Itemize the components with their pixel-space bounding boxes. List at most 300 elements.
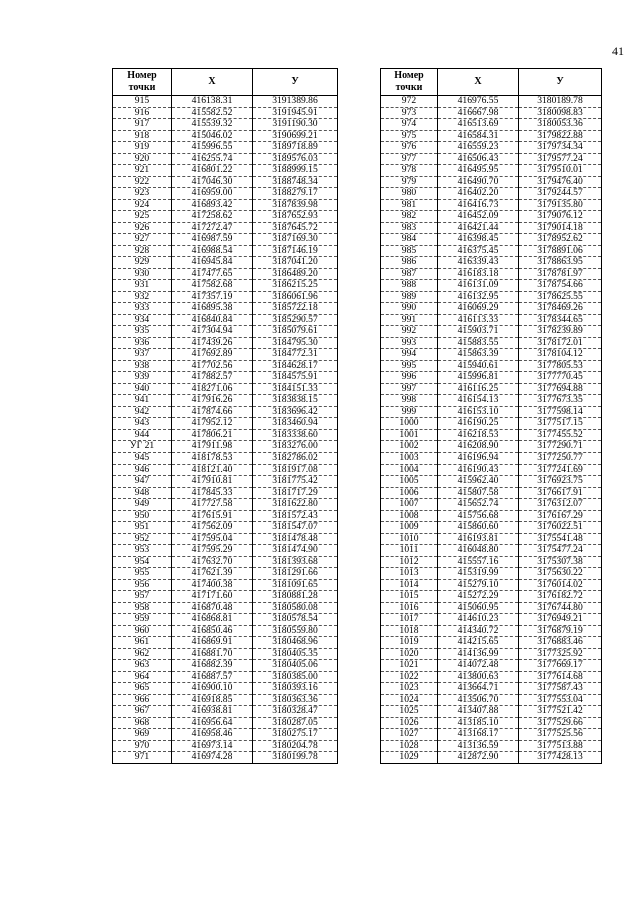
cell-y: 3182786.02: [253, 452, 338, 464]
cell-point-number: 999: [381, 406, 438, 418]
cell-y: 3180328.47: [253, 706, 338, 718]
cell-y: 3178754.66: [519, 280, 602, 292]
cell-x: 416667.98: [438, 107, 519, 119]
cell-point-number: 987: [381, 268, 438, 280]
cell-x: 417046.30: [172, 176, 253, 188]
cell-point-number: 977: [381, 153, 438, 165]
table-row: [381, 522, 602, 534]
table-row: [381, 452, 602, 464]
cell-y: 3180578.54: [253, 614, 338, 626]
cell-point-number: 933: [113, 303, 172, 315]
cell-point-number: 940: [113, 383, 172, 395]
cell-y: 3177614.68: [519, 671, 602, 683]
table-row: [381, 602, 602, 614]
cell-y: 3179510.01: [519, 165, 602, 177]
table-row: [113, 671, 338, 683]
table-row: [113, 130, 338, 142]
cell-point-number: 931: [113, 280, 172, 292]
table-header-row: [381, 69, 602, 96]
cell-x: 416339.43: [438, 257, 519, 269]
cell-point-number: 1003: [381, 452, 438, 464]
cell-x: 416513.69: [438, 119, 519, 131]
cell-y: 3180405.35: [253, 648, 338, 660]
cell-point-number: 938: [113, 360, 172, 372]
cell-point-number: 949: [113, 499, 172, 511]
cell-point-number: 990: [381, 303, 438, 315]
cell-x: 416959.00: [172, 188, 253, 200]
cell-y: 3178239.89: [519, 326, 602, 338]
cell-x: 416153.10: [438, 406, 519, 418]
cell-x: 416193.81: [438, 533, 519, 545]
cell-y: 3178104.12: [519, 349, 602, 361]
cell-point-number: 985: [381, 245, 438, 257]
table-row: [381, 222, 602, 234]
cell-y: 3189576.03: [253, 153, 338, 165]
cell-y: 3181091.65: [253, 579, 338, 591]
table-row: [381, 752, 602, 764]
cell-x: 416559.23: [438, 142, 519, 154]
table-row: [381, 211, 602, 223]
cell-y: 3180468.96: [253, 637, 338, 649]
table-row: [113, 326, 338, 338]
table-row: [381, 280, 602, 292]
cell-point-number: 952: [113, 533, 172, 545]
cell-x: 416974.28: [172, 752, 253, 764]
cell-y: 3180275.17: [253, 729, 338, 741]
cell-y: 3184628.17: [253, 360, 338, 372]
table-row: [381, 556, 602, 568]
cell-x: 417911.98: [172, 441, 253, 453]
cell-x: 415962.40: [438, 476, 519, 488]
coordinates-table-left: [112, 68, 338, 764]
cell-x: 417582.68: [172, 280, 253, 292]
cell-x: 416138.31: [172, 96, 253, 108]
cell-x: 416869.91: [172, 637, 253, 649]
cell-y: 3176617.91: [519, 487, 602, 499]
cell-x: 416196.94: [438, 452, 519, 464]
table-row: [381, 499, 602, 511]
cell-x: 414215.65: [438, 637, 519, 649]
table-row: [381, 349, 602, 361]
cell-x: 416850.46: [172, 625, 253, 637]
cell-x: 417595.29: [172, 545, 253, 557]
cell-x: 416973.14: [172, 740, 253, 752]
table-row: [381, 591, 602, 603]
cell-x: 415996.55: [172, 142, 253, 154]
cell-y: 3178172.01: [519, 337, 602, 349]
cell-x: 417304.94: [172, 326, 253, 338]
cell-point-number: 955: [113, 568, 172, 580]
cell-x: 416881.70: [172, 648, 253, 660]
cell-x: 417615.91: [172, 510, 253, 522]
cell-x: 417806.21: [172, 429, 253, 441]
table-row: [381, 107, 602, 119]
table-row: [113, 96, 338, 108]
table-row: [381, 660, 602, 672]
cell-x: 416988.54: [172, 245, 253, 257]
cell-x: 413506.70: [438, 694, 519, 706]
cell-y: 3181478.48: [253, 533, 338, 545]
cell-x: 416945.84: [172, 257, 253, 269]
cell-point-number: 930: [113, 268, 172, 280]
cell-point-number: 1029: [381, 752, 438, 764]
table-row: [113, 476, 338, 488]
cell-point-number: 979: [381, 176, 438, 188]
table-row: [113, 142, 338, 154]
cell-x: 416840.84: [172, 314, 253, 326]
cell-point-number: 1010: [381, 533, 438, 545]
cell-point-number: 936: [113, 337, 172, 349]
cell-y: 3180098.83: [519, 107, 602, 119]
cell-point-number: 1002: [381, 441, 438, 453]
table-row: [113, 522, 338, 534]
cell-point-number: 948: [113, 487, 172, 499]
cell-y: 3179135.80: [519, 199, 602, 211]
cell-x: 416069.29: [438, 303, 519, 315]
cell-y: 3177553.04: [519, 694, 602, 706]
table-row: [113, 614, 338, 626]
cell-y: 3185079.61: [253, 326, 338, 338]
cell-y: 3178952.62: [519, 234, 602, 246]
cell-point-number: 1022: [381, 671, 438, 683]
table-row: [381, 406, 602, 418]
table-row: [381, 429, 602, 441]
table-row: [113, 234, 338, 246]
table-row: [113, 591, 338, 603]
cell-point-number: 970: [113, 740, 172, 752]
cell-x: 416116.25: [438, 383, 519, 395]
cell-x: 412872.90: [438, 752, 519, 764]
cell-point-number: 974: [381, 119, 438, 131]
header-point-number: Номер точки: [381, 69, 438, 96]
cell-x: 415940.61: [438, 360, 519, 372]
table-row: [113, 464, 338, 476]
cell-y: 3176883.46: [519, 637, 602, 649]
table-row: [113, 729, 338, 741]
table-row: [113, 452, 338, 464]
cell-y: 3186215.25: [253, 280, 338, 292]
table-row: [113, 165, 338, 177]
cell-point-number: 983: [381, 222, 438, 234]
cell-y: 3186061.96: [253, 291, 338, 303]
table-row: [113, 660, 338, 672]
header-point-number: Номер точки: [113, 69, 172, 96]
table-row: [113, 176, 338, 188]
cell-y: 3177325.92: [519, 648, 602, 660]
table-row: [113, 257, 338, 269]
table-row: [381, 487, 602, 499]
cell-x: 416490.70: [438, 176, 519, 188]
table-row: [381, 142, 602, 154]
table-row: [381, 706, 602, 718]
cell-y: 3181717.29: [253, 487, 338, 499]
table-row: [113, 395, 338, 407]
cell-x: 417910.81: [172, 476, 253, 488]
table-row: [381, 648, 602, 660]
cell-point-number: 968: [113, 717, 172, 729]
table-row: [113, 268, 338, 280]
cell-point-number: 1026: [381, 717, 438, 729]
cell-x: 416113.33: [438, 314, 519, 326]
table-row: [113, 314, 338, 326]
cell-point-number: 919: [113, 142, 172, 154]
cell-point-number: 927: [113, 234, 172, 246]
cell-x: 416887.57: [172, 671, 253, 683]
cell-x: 416190.43: [438, 464, 519, 476]
cell-x: 416801.22: [172, 165, 253, 177]
cell-x: 413800.63: [438, 671, 519, 683]
table-row: [113, 579, 338, 591]
cell-y: 3177513.88: [519, 740, 602, 752]
cell-y: 3177517.15: [519, 418, 602, 430]
cell-x: 416938.81: [172, 706, 253, 718]
table-row: [113, 499, 338, 511]
cell-y: 3181775.42: [253, 476, 338, 488]
cell-point-number: 956: [113, 579, 172, 591]
table-row: [381, 545, 602, 557]
table-row: [113, 487, 338, 499]
cell-point-number: 939: [113, 372, 172, 384]
cell-point-number: 973: [381, 107, 438, 119]
cell-y: 3179076.12: [519, 211, 602, 223]
cell-x: 416416.73: [438, 199, 519, 211]
cell-y: 3184795.30: [253, 337, 338, 349]
cell-point-number: 982: [381, 211, 438, 223]
cell-y: 3177250.77: [519, 452, 602, 464]
cell-y: 3181917.08: [253, 464, 338, 476]
table-row: [381, 326, 602, 338]
cell-point-number: 926: [113, 222, 172, 234]
cell-point-number: 935: [113, 326, 172, 338]
table-row: [381, 199, 602, 211]
cell-point-number: 1023: [381, 683, 438, 695]
table-row: [381, 476, 602, 488]
cell-y: 3175477.24: [519, 545, 602, 557]
cell-y: 3176167.29: [519, 510, 602, 522]
cell-point-number: 976: [381, 142, 438, 154]
table-row: [381, 418, 602, 430]
cell-x: 417272.47: [172, 222, 253, 234]
cell-point-number: 986: [381, 257, 438, 269]
cell-x: 416131.09: [438, 280, 519, 292]
cell-x: 413407.88: [438, 706, 519, 718]
cell-point-number: 932: [113, 291, 172, 303]
cell-y: 3176879.19: [519, 625, 602, 637]
table-row: [381, 303, 602, 315]
cell-y: 3181474.90: [253, 545, 338, 557]
header-x: X: [172, 69, 253, 96]
table-row: [381, 441, 602, 453]
cell-point-number: 1004: [381, 464, 438, 476]
cell-y: 3178891.06: [519, 245, 602, 257]
table-row: [113, 153, 338, 165]
cell-y: 3179244.57: [519, 188, 602, 200]
cell-y: 3187652.93: [253, 211, 338, 223]
cell-x: 416956.64: [172, 717, 253, 729]
cell-point-number: 915: [113, 96, 172, 108]
cell-point-number: 967: [113, 706, 172, 718]
cell-y: 3176949.21: [519, 614, 602, 626]
cell-x: 416183.18: [438, 268, 519, 280]
cell-point-number: 994: [381, 349, 438, 361]
table-row: [113, 752, 338, 764]
cell-y: 3180881.28: [253, 591, 338, 603]
cell-point-number: 917: [113, 119, 172, 131]
table-row: [381, 188, 602, 200]
cell-point-number: 944: [113, 429, 172, 441]
cell-y: 3185722.18: [253, 303, 338, 315]
table-row: [381, 165, 602, 177]
cell-x: 417692.89: [172, 349, 253, 361]
cell-y: 3178863.95: [519, 257, 602, 269]
table-row: [113, 222, 338, 234]
cell-x: 413664.71: [438, 683, 519, 695]
table-row: [113, 188, 338, 200]
cell-point-number: 964: [113, 671, 172, 683]
cell-x: 417845.33: [172, 487, 253, 499]
cell-y: 3180053.36: [519, 119, 602, 131]
table-row: [381, 740, 602, 752]
cell-point-number: 942: [113, 406, 172, 418]
cell-point-number: 963: [113, 660, 172, 672]
table-row: [113, 372, 338, 384]
cell-x: 417727.58: [172, 499, 253, 511]
cell-x: 418121.40: [172, 464, 253, 476]
cell-y: 3176014.02: [519, 579, 602, 591]
header-x: X: [438, 69, 519, 96]
cell-y: 3183696.42: [253, 406, 338, 418]
cell-y: 3184151.33: [253, 383, 338, 395]
cell-y: 3183460.94: [253, 418, 338, 430]
cell-y: 3181547.07: [253, 522, 338, 534]
cell-y: 3179577.24: [519, 153, 602, 165]
cell-x: 416048.80: [438, 545, 519, 557]
cell-y: 3175307.38: [519, 556, 602, 568]
cell-point-number: 971: [113, 752, 172, 764]
table-row: [381, 637, 602, 649]
cell-x: 417595.04: [172, 533, 253, 545]
cell-x: 417400.38: [172, 579, 253, 591]
cell-x: 416870.48: [172, 602, 253, 614]
cell-x: 417439.26: [172, 337, 253, 349]
cell-point-number: 1009: [381, 522, 438, 534]
cell-point-number: 1006: [381, 487, 438, 499]
cell-y: 3176182.72: [519, 591, 602, 603]
cell-y: 3184772.31: [253, 349, 338, 361]
cell-point-number: 1021: [381, 660, 438, 672]
coordinates-table-right: [380, 68, 602, 764]
table-row: [113, 545, 338, 557]
cell-x: 417357.19: [172, 291, 253, 303]
cell-point-number: 998: [381, 395, 438, 407]
table-row: [381, 717, 602, 729]
cell-x: 416958.46: [172, 729, 253, 741]
cell-y: 3187146.19: [253, 245, 338, 257]
cell-x: 417632.70: [172, 556, 253, 568]
cell-point-number: 959: [113, 614, 172, 626]
table-row: [113, 211, 338, 223]
table-row: [113, 533, 338, 545]
table-row: [381, 153, 602, 165]
cell-y: 3177598.14: [519, 406, 602, 418]
cell-y: 3180393.16: [253, 683, 338, 695]
table-row: [381, 568, 602, 580]
table-row: [113, 441, 338, 453]
cell-x: 415539.32: [172, 119, 253, 131]
table-row: [113, 418, 338, 430]
cell-x: 415046.02: [172, 130, 253, 142]
cell-point-number: 1015: [381, 591, 438, 603]
cell-point-number: 1008: [381, 510, 438, 522]
cell-point-number: 957: [113, 591, 172, 603]
cell-y: 3191945.91: [253, 107, 338, 119]
cell-y: 3187169.30: [253, 234, 338, 246]
cell-x: 415557.16: [438, 556, 519, 568]
cell-y: 3191389.86: [253, 96, 338, 108]
table-row: [113, 556, 338, 568]
cell-x: 415319.99: [438, 568, 519, 580]
cell-x: 416506.43: [438, 153, 519, 165]
cell-x: 418178.53: [172, 452, 253, 464]
cell-y: 3177587.43: [519, 683, 602, 695]
cell-x: 416375.45: [438, 245, 519, 257]
table-row: [113, 406, 338, 418]
cell-point-number: 1025: [381, 706, 438, 718]
cell-point-number: 989: [381, 291, 438, 303]
table-row: [381, 176, 602, 188]
cell-y: 3177805.53: [519, 360, 602, 372]
cell-point-number: 988: [381, 280, 438, 292]
table-row: [113, 717, 338, 729]
cell-x: 416218.53: [438, 429, 519, 441]
cell-y: 3175630.22: [519, 568, 602, 580]
cell-x: 416893.42: [172, 199, 253, 211]
table-row: [381, 694, 602, 706]
table-row: [381, 360, 602, 372]
cell-x: 414610.23: [438, 614, 519, 626]
cell-y: 3180287.05: [253, 717, 338, 729]
cell-y: 3181572.43: [253, 510, 338, 522]
cell-point-number: 1011: [381, 545, 438, 557]
cell-point-number: 996: [381, 372, 438, 384]
cell-y: 3178469.26: [519, 303, 602, 315]
table-row: [381, 671, 602, 683]
cell-y: 3177770.45: [519, 372, 602, 384]
table-row: [381, 337, 602, 349]
cell-x: 417916.26: [172, 395, 253, 407]
cell-x: 416584.31: [438, 130, 519, 142]
cell-x: 415863.39: [438, 349, 519, 361]
cell-x: 417874.66: [172, 406, 253, 418]
cell-y: 3179822.88: [519, 130, 602, 142]
cell-y: 3176022.51: [519, 522, 602, 534]
cell-x: 418271.06: [172, 383, 253, 395]
table-row: [381, 314, 602, 326]
table-row: [381, 268, 602, 280]
table-row: [113, 637, 338, 649]
table-row: [113, 280, 338, 292]
table-row: [381, 729, 602, 741]
cell-y: 3181622.80: [253, 499, 338, 511]
cell-y: 3180204.78: [253, 740, 338, 752]
cell-y: 3177525.56: [519, 729, 602, 741]
cell-point-number: 950: [113, 510, 172, 522]
cell-point-number: 1018: [381, 625, 438, 637]
cell-point-number: 929: [113, 257, 172, 269]
cell-x: 415883.55: [438, 337, 519, 349]
cell-x: 416208.90: [438, 441, 519, 453]
cell-y: 3180405.06: [253, 660, 338, 672]
